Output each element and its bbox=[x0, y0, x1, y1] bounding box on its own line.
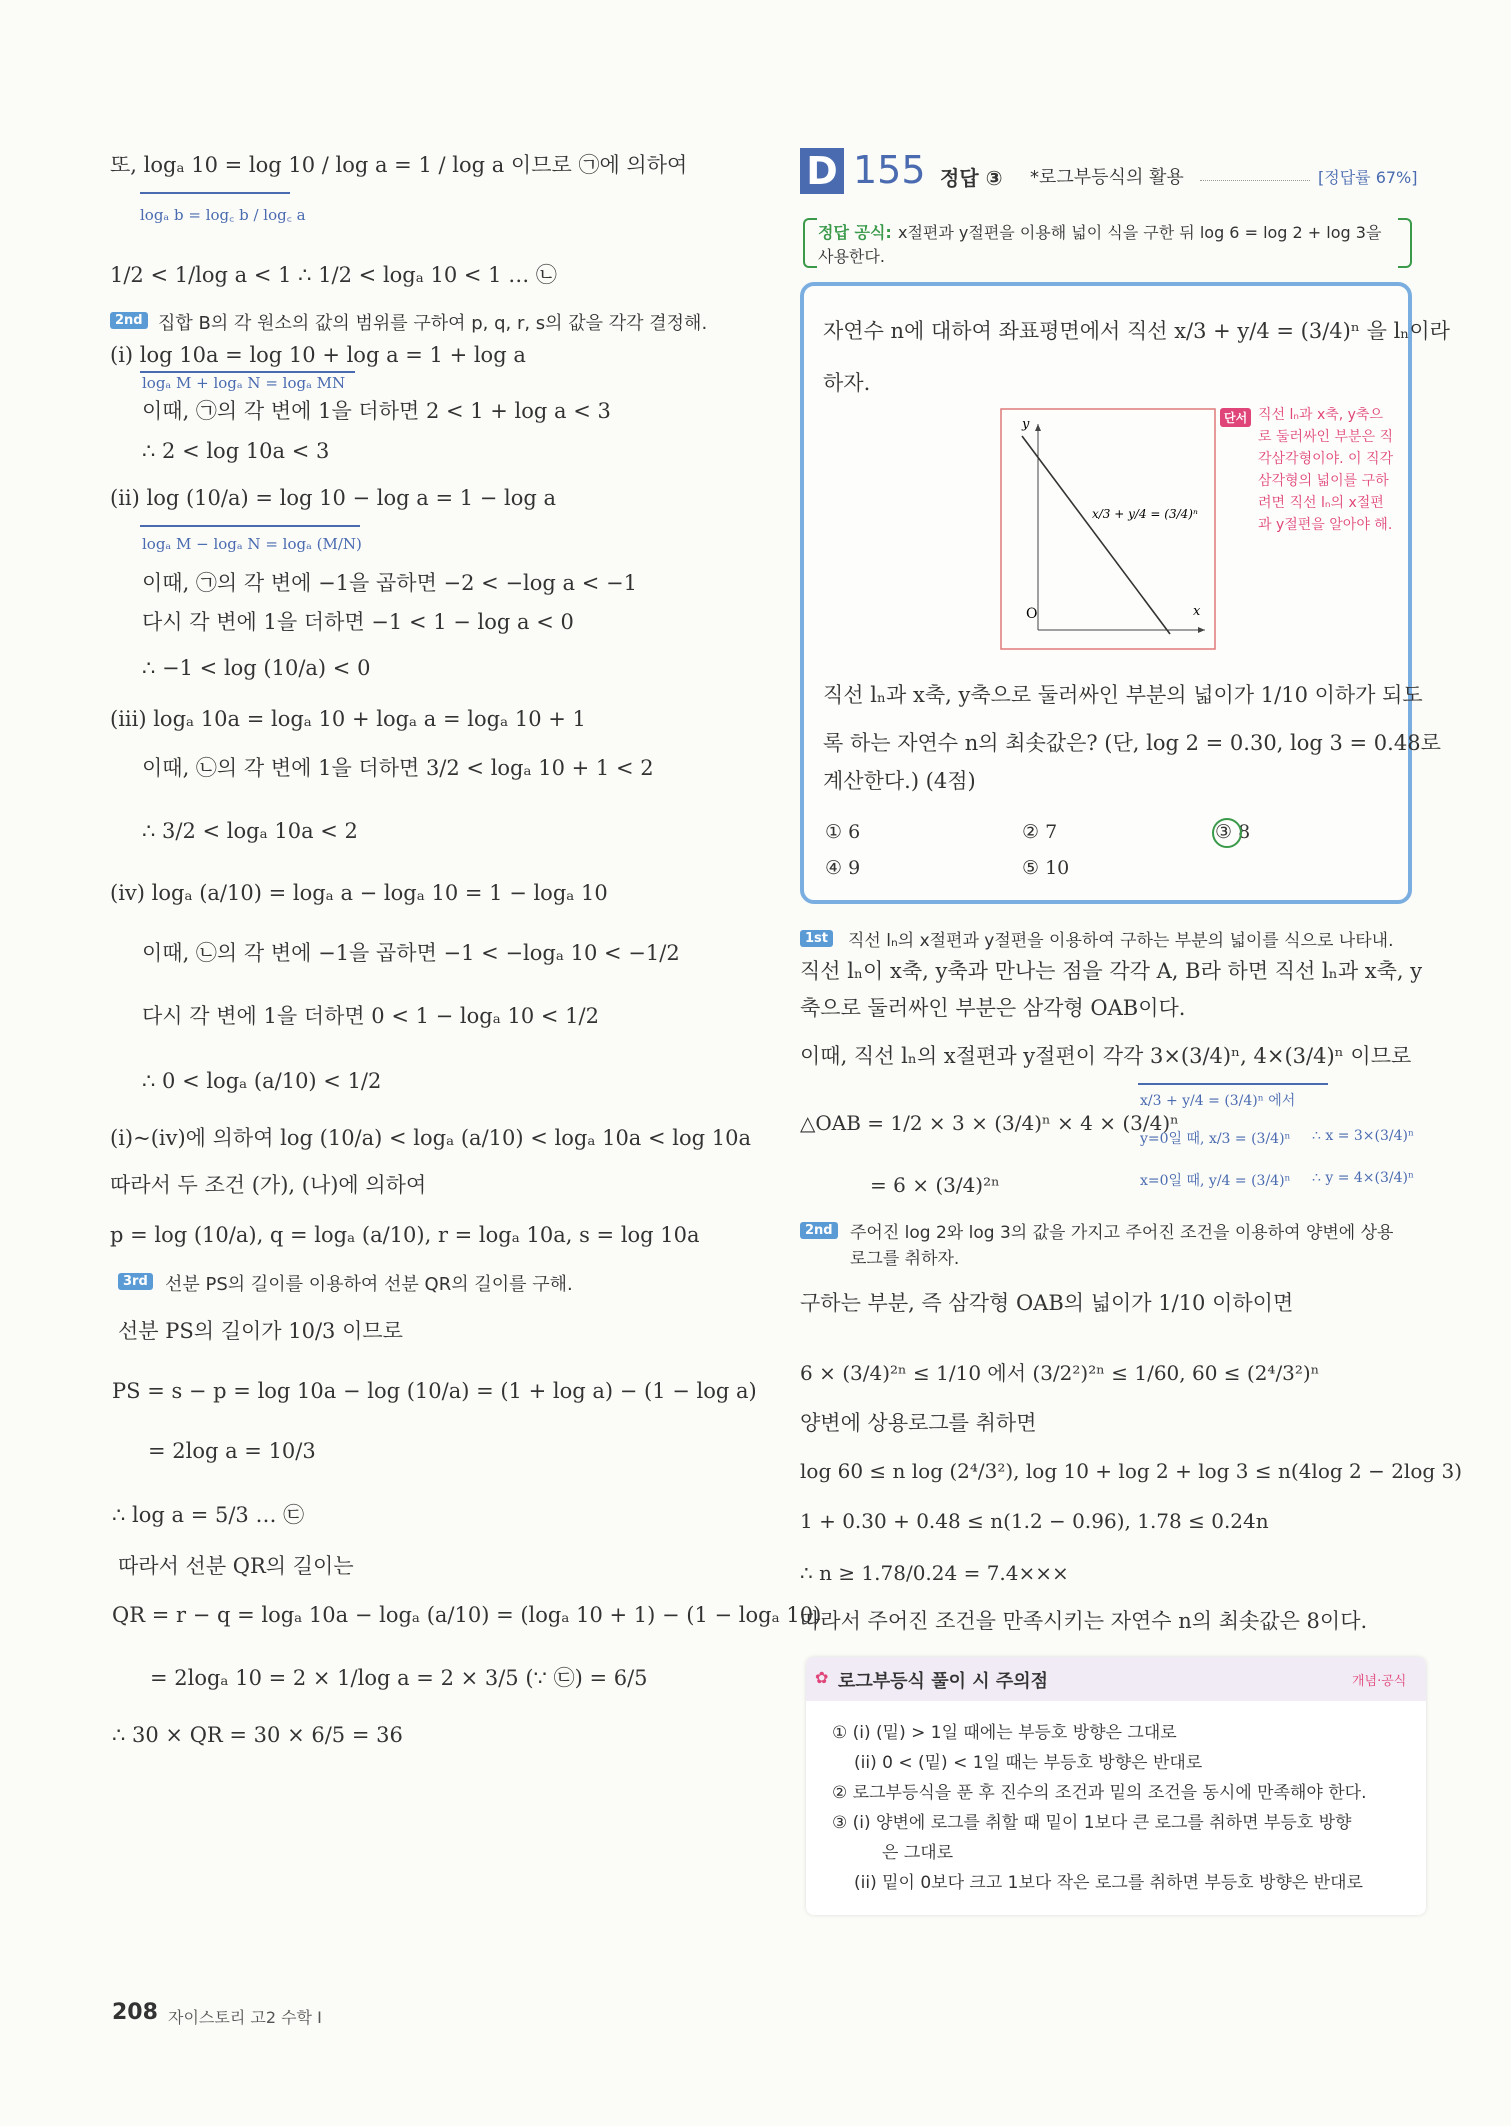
step-badge-1st: 1st bbox=[800, 930, 833, 947]
correct-rate: [정답률 67%] bbox=[1318, 168, 1418, 187]
problem-line-1: 자연수 n에 대하여 좌표평면에서 직선 x/3 + y/4 = (3/4)ⁿ 을 lₙ이라 bbox=[823, 319, 1450, 343]
left-line-2: 1/2 < 1/log a < 1 ∴ 1/2 < logₐ 10 < 1 … ㉡ bbox=[110, 263, 557, 287]
tip-line: 과 y절편을 알아야 해. bbox=[1258, 517, 1393, 533]
tip-line: 려면 직선 lₙ의 x절편 bbox=[1258, 495, 1384, 511]
answer-label: 정답 ③ bbox=[940, 166, 1003, 190]
formula-bracket-right bbox=[1398, 218, 1412, 268]
note-body bbox=[832, 1718, 1367, 1898]
problem-line-3: 직선 lₙ과 x축, y축으로 둘러싸인 부분의 넓이가 1/10 이하가 되도 bbox=[823, 683, 1423, 707]
ps-line-3: = 2log a = 10/3 bbox=[148, 1439, 316, 1463]
choice-2[interactable]: ② 7 bbox=[1022, 821, 1058, 843]
formula-text: x절편과 y절편을 이용해 넓이 식을 구한 뒤 log 6 = log 2 + log 3을 bbox=[898, 223, 1382, 242]
sol-line-3: 이때, 직선 lₙ의 x절편과 y절편이 각각 3×(3/4)ⁿ, 4×(3/4)ⁿ 이므로 bbox=[800, 1044, 1412, 1068]
flower-icon: ✿ bbox=[815, 1668, 829, 1687]
case-i-line-1: (i) log 10a = log 10 + log a = 1 + log a bbox=[110, 343, 526, 367]
sol-t5: 1 + 0.30 + 0.48 ≤ n(1.2 − 0.96), 1.78 ≤ 0.24n bbox=[800, 1509, 1269, 1533]
underline bbox=[140, 192, 290, 194]
note-tag: 개념·공식 bbox=[1352, 1674, 1407, 1689]
note-line: ① (i) (밑) > 1일 때에는 부등호 방향은 그대로 bbox=[832, 1723, 1177, 1743]
problem-number: 155 bbox=[853, 148, 926, 192]
section-label: D bbox=[800, 148, 844, 194]
step-2-text: 집합 B의 각 원소의 값의 범위를 구하여 p, q, r, s의 값을 각각 결정해. bbox=[158, 313, 708, 334]
formula-bracket-left bbox=[803, 218, 817, 268]
step-badge-2nd: 2nd bbox=[110, 312, 148, 329]
note-line: ③ (i) 양변에 로그를 취할 때 밑이 1보다 큰 로그를 취하면 부등호 방향 bbox=[832, 1813, 1352, 1833]
tip-line: 각삼각형이야. 이 직각 bbox=[1258, 451, 1394, 467]
sol-line-5: = 6 × (3/4)²ⁿ bbox=[870, 1173, 1000, 1197]
x-axis-label: x bbox=[1193, 604, 1201, 619]
formula-label: 정답 공식: bbox=[818, 223, 892, 242]
case-ii-line-4: ∴ −1 < log (10/a) < 0 bbox=[142, 656, 371, 680]
qr-line-1: 따라서 선분 QR의 길이는 bbox=[118, 1554, 354, 1578]
sol-t7: 따라서 주어진 조건을 만족시키는 자연수 n의 최솟값은 8이다. bbox=[800, 1609, 1368, 1633]
sol-t6: ∴ n ≥ 1.78/0.24 = 7.4××× bbox=[800, 1561, 1069, 1585]
note-title: 로그부등식 풀이 시 주의점 bbox=[838, 1671, 1049, 1692]
tip-line: 삼각형의 넓이를 구하 bbox=[1258, 473, 1389, 489]
ps-line-2: PS = s − p = log 10a − log (10/a) = (1 + log a) − (1 − log a) bbox=[112, 1379, 757, 1403]
tip-line: 로 둘러싸인 부분은 직 bbox=[1258, 429, 1394, 445]
conclusion-line-2: 따라서 두 조건 (가), (나)에 의하여 bbox=[110, 1173, 427, 1197]
choice-3[interactable]: ③ 8 bbox=[1215, 821, 1251, 843]
case-iii-line-1: (iii) logₐ 10a = logₐ 10 + logₐ a = logₐ 10 + 1 bbox=[110, 707, 586, 731]
y-axis-label: y bbox=[1022, 417, 1030, 432]
step-badge-2nd: 2nd bbox=[800, 1222, 838, 1239]
step-1-text: 직선 lₙ의 x절편과 y절편을 이용하여 구하는 부분의 넓이를 식으로 나타내. bbox=[848, 931, 1394, 951]
case-iv-line-2: 이때, ㉡의 각 변에 −1을 곱하면 −1 < −logₐ 10 < −1/2 bbox=[142, 941, 680, 965]
note-line: (ii) 밑이 0보다 크고 1보다 작은 로그를 취하면 부등호 방향은 반대로 bbox=[854, 1873, 1363, 1893]
line-l-n bbox=[1022, 436, 1170, 634]
case-iv-line-3: 다시 각 변에 1을 더하면 0 < 1 − logₐ 10 < 1/2 bbox=[142, 1004, 599, 1028]
hint-log-change: logₐ b = log꜀ b / log꜀ a bbox=[140, 206, 306, 224]
qr-line-2: QR = r − q = logₐ 10a − logₐ (a/10) = (logₐ 10 + 1) − (1 − logₐ 10) bbox=[112, 1603, 822, 1627]
note-line: (ii) 0 < (밑) < 1일 때는 부등호 방향은 반대로 bbox=[854, 1753, 1203, 1773]
case-ii-line-2: 이때, ㉠의 각 변에 −1을 곱하면 −2 < −log a < −1 bbox=[142, 571, 637, 595]
sol-t4: log 60 ≤ n log (2⁴/3²), log 10 + log 2 + log 3 ≤ n(4log 2 − 2log 3) bbox=[800, 1459, 1463, 1483]
x-axis-arrow bbox=[1198, 627, 1205, 633]
ps-line-1: 선분 PS의 길이가 10/3 이므로 bbox=[118, 1319, 403, 1343]
underline bbox=[140, 525, 360, 527]
problem-line-2: 하자. bbox=[823, 371, 871, 395]
origin-label: O bbox=[1026, 606, 1038, 622]
case-iv-line-1: (iv) logₐ (a/10) = logₐ a − logₐ 10 = 1 − logₐ 10 bbox=[110, 881, 608, 905]
note-line: 은 그대로 bbox=[882, 1843, 954, 1863]
case-iii-line-3: ∴ 3/2 < logₐ 10a < 2 bbox=[142, 819, 358, 843]
hint-y-intercept: x=0일 때, y/4 = (3/4)ⁿ bbox=[1140, 1173, 1291, 1189]
problem-line-5: 계산한다.) (4점) bbox=[823, 769, 976, 793]
hint-intercept-equation: x/3 + y/4 = (3/4)ⁿ 에서 bbox=[1140, 1093, 1296, 1109]
problem-topic: *로그부등식의 활용 bbox=[1030, 167, 1184, 188]
sol-line-1: 직선 lₙ이 x축, y축과 만나는 점을 각각 A, B라 하면 직선 lₙ과 x축, y bbox=[800, 959, 1423, 983]
note-line: ② 로그부등식을 푼 후 진수의 조건과 밑의 조건을 동시에 만족해야 한다. bbox=[832, 1783, 1367, 1803]
hint-log-sum: logₐ M + logₐ N = logₐ MN bbox=[142, 374, 346, 392]
line-graph bbox=[1000, 408, 1216, 650]
choice-1[interactable]: ① 6 bbox=[825, 821, 861, 843]
choice-4[interactable]: ④ 9 bbox=[825, 857, 861, 879]
sol-t1: 구하는 부분, 즉 삼각형 OAB의 넓이가 1/10 이하이면 bbox=[800, 1291, 1294, 1315]
step-badge-3rd: 3rd bbox=[118, 1273, 153, 1290]
tip-badge: 단서 bbox=[1220, 408, 1251, 427]
book-title: 자이스토리 고2 수학 I bbox=[168, 2008, 322, 2027]
page-number: 208 bbox=[112, 2000, 158, 2025]
conclusion-line-3: p = log (10/a), q = logₐ (a/10), r = logₐ 10a, s = log 10a bbox=[110, 1223, 700, 1247]
ps-line-4: ∴ log a = 5/3 … ㉢ bbox=[112, 1503, 305, 1527]
step-3-text: 선분 PS의 길이를 이용하여 선분 QR의 길이를 구해. bbox=[165, 1274, 573, 1295]
line-equation-label: x/3 + y/4 = (3/4)ⁿ bbox=[1092, 507, 1198, 521]
tip-text bbox=[1258, 404, 1393, 536]
case-iii-line-2: 이때, ㉡의 각 변에 1을 더하면 3/2 < logₐ 10 + 1 < 2 bbox=[142, 756, 654, 780]
sol-line-2: 축으로 둘러싸인 부분은 삼각형 OAB이다. bbox=[800, 996, 1186, 1020]
formula-text-2: 사용한다. bbox=[818, 247, 885, 266]
case-ii-line-3: 다시 각 변에 1을 더하면 −1 < 1 − log a < 0 bbox=[142, 610, 574, 634]
underline bbox=[1138, 1083, 1328, 1085]
step-2-text-2: 로그를 취하자. bbox=[850, 1249, 960, 1269]
hint-log-diff: logₐ M − logₐ N = logₐ (M/N) bbox=[142, 535, 362, 553]
hint-x-intercept: y=0일 때, x/3 = (3/4)ⁿ bbox=[1140, 1131, 1291, 1147]
choice-5[interactable]: ⑤ 10 bbox=[1022, 857, 1070, 879]
case-iv-line-4: ∴ 0 < logₐ (a/10) < 1/2 bbox=[142, 1069, 382, 1093]
correct-answer-mark bbox=[1212, 818, 1242, 848]
hint-y-intercept-result: ∴ y = 4×(3/4)ⁿ bbox=[1312, 1170, 1415, 1186]
underline bbox=[140, 371, 355, 373]
y-axis-arrow bbox=[1035, 424, 1041, 431]
hint-x-intercept-result: ∴ x = 3×(3/4)ⁿ bbox=[1312, 1128, 1415, 1144]
case-i-line-3: ∴ 2 < log 10a < 3 bbox=[142, 439, 330, 463]
case-i-line-2: 이때, ㉠의 각 변에 1을 더하면 2 < 1 + log a < 3 bbox=[142, 399, 611, 423]
conclusion-line-1: (i)~(iv)에 의하여 log (10/a) < logₐ (a/10) < logₐ 10a < log 10a bbox=[110, 1126, 751, 1150]
qr-line-4: ∴ 30 × QR = 30 × 6/5 = 36 bbox=[112, 1723, 403, 1747]
dotted-leader bbox=[1200, 180, 1310, 181]
case-ii-line-1: (ii) log (10/a) = log 10 − log a = 1 − log a bbox=[110, 486, 557, 510]
qr-line-3: = 2logₐ 10 = 2 × 1/log a = 2 × 3/5 (∵ ㉢) = 6/5 bbox=[150, 1666, 648, 1690]
sol-t2: 6 × (3/4)²ⁿ ≤ 1/10 에서 (3/2²)²ⁿ ≤ 1/60, 60 ≤ (2⁴/3²)ⁿ bbox=[800, 1361, 1320, 1385]
sol-t3: 양변에 상용로그를 취하면 bbox=[800, 1411, 1037, 1435]
sol-line-4: △OAB = 1/2 × 3 × (3/4)ⁿ × 4 × (3/4)ⁿ bbox=[800, 1111, 1179, 1135]
left-line-1: 또, logₐ 10 = log 10 / log a = 1 / log a 이므로 ㉠에 의하여 bbox=[110, 153, 688, 177]
problem-line-4: 록 하는 자연수 n의 최솟값은? (단, log 2 = 0.30, log 3 = 0.48로 bbox=[823, 731, 1441, 755]
tip-line: 직선 lₙ과 x축, y축으 bbox=[1258, 407, 1383, 423]
step-2-text: 주어진 log 2와 log 3의 값을 가지고 주어진 조건을 이용하여 양변에 상용 bbox=[850, 1223, 1394, 1243]
